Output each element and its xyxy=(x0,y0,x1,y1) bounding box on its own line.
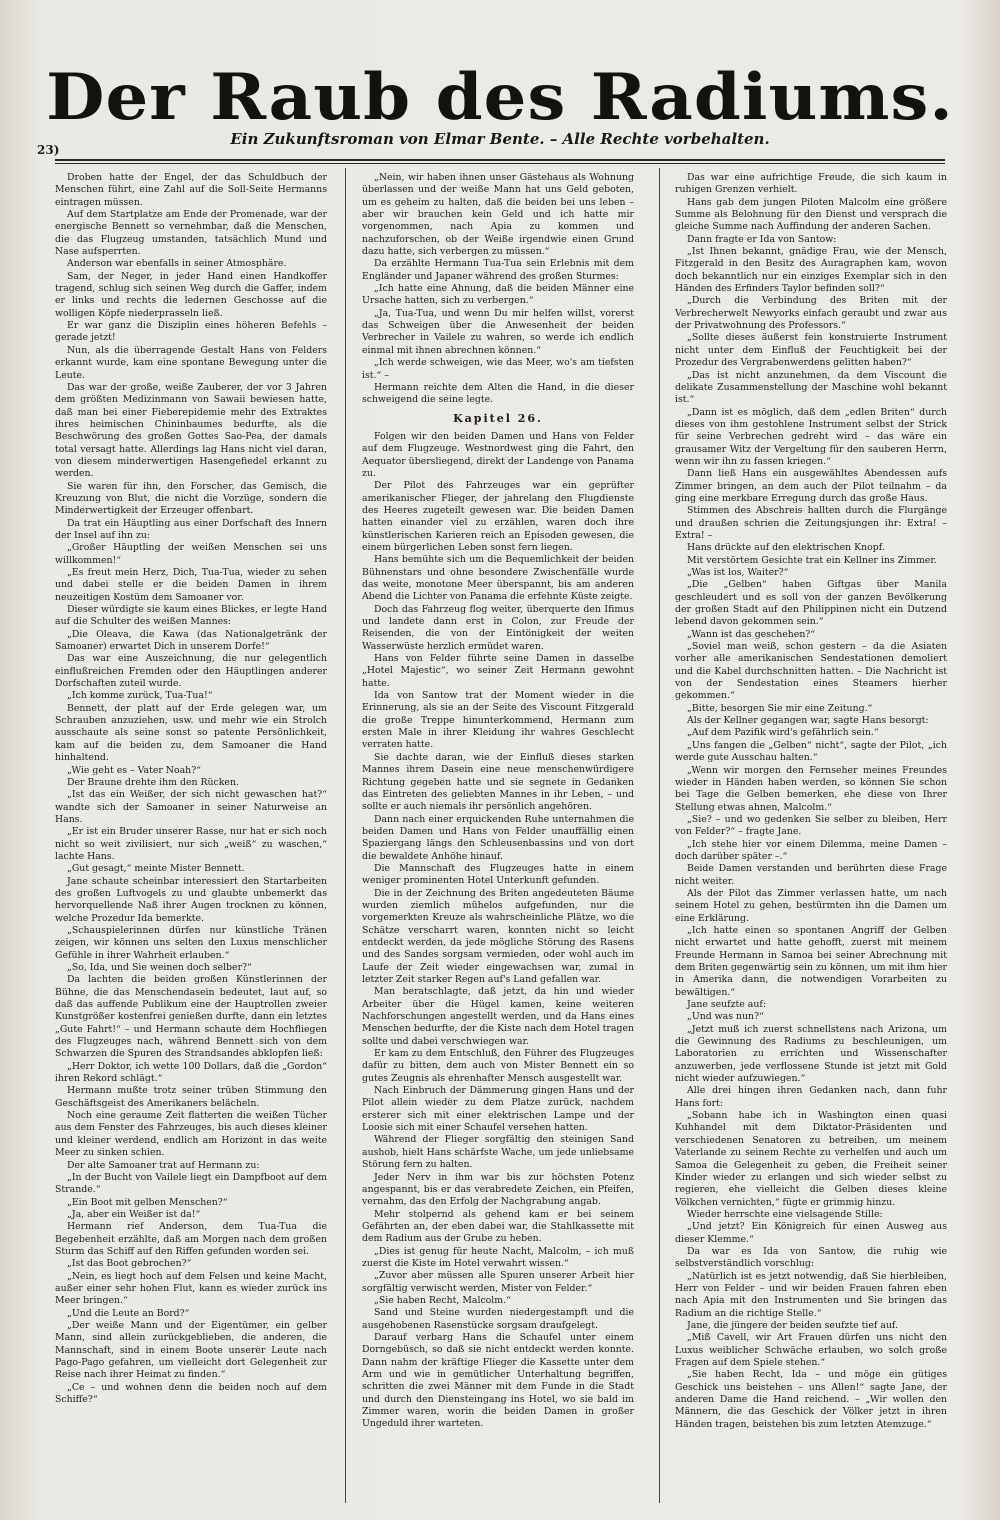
paragraph: Beide Damen verstanden und berührten diese Frage nicht weiter. xyxy=(675,863,947,887)
paragraph: „Und jetzt? Ein Königreich für einen Ausweg aus dieser Klemme.“ xyxy=(675,1221,947,1245)
paragraph: Anderson war ebenfalls in seiner Atmosphäre. xyxy=(67,258,287,270)
paragraph: Als der Kellner gegangen war, sagte Hans besorgt: xyxy=(687,715,929,727)
paragraph: „Ce – und wohnen denn die beiden noch auf dem Schiffe?“ xyxy=(55,1381,327,1406)
paragraph: „Sie haben Recht, Ida – und möge ein gütiges Geschick uns beistehen – uns Allen!“ sagte Jane, der anderen Dame die Hand reichend. – „Wir wollen den Männern, die das Geschick der Völker jetzt in ihren Händen tragen, beistehen bis zum letzten Atemzuge.“ xyxy=(675,1369,947,1430)
paragraph: Als der Pilot das Zimmer verlassen hatte, um nach seinem Hotel zu gehen, bestürmten ihn die Damen um eine Erklärung. xyxy=(675,887,947,924)
paragraph: Während der Flieger sorgfältig den steinigen Sand aushob, hielt Hans schärfste Wache, um jede unliebsame Störung fern zu halten. xyxy=(362,1134,634,1171)
page-title: Der Raub des Radiums. xyxy=(46,60,954,135)
paragraph: „Durch die Verbindung des Briten mit der Verbrecherwelt Newyorks einfach geraubt und zwar aus der Privatwohnung des Professors.“ xyxy=(675,295,947,332)
chapter-heading: Kapitel 26. xyxy=(453,411,543,425)
paragraph: Nun, als die überragende Gestalt Hans von Felders erkannt wurde, kam eine spontane Bewegung unter die Leute. xyxy=(55,344,327,381)
paragraph: „Wenn wir morgen den Fernseher meines Freundes wieder in Händen haben werden, so können Sie schon bei Tage die Gelben bemerken, ehe diese von Ihrer Stellung etwas ahnen, Malcolm.“ xyxy=(675,764,947,813)
paragraph: Da erzählte Hermann Tua-Tua sein Erlebnis mit dem Engländer und Japaner während des großen Sturmes: xyxy=(362,258,634,282)
paragraph: Jane schaute scheinbar interessiert den Startarbeiten des großen Luftvogels zu und glaubte unbemerkt das hervorquellende Naß ihrer Augen trocknen zu können, welche Prozedur Ida bemerkte. xyxy=(55,875,327,924)
paragraph: „Ist Ihnen bekannt, gnädige Frau, wie der Mensch, Fitzgerald in den Besitz des Auragraphen kam, wovon doch bekanntlich nur ein einziges Exemplar sich in den Händen des Erfinders Taylor befinden soll?“ xyxy=(675,246,947,295)
paragraph: „Sobann habe ich in Washington einen quasi Kuhhandel mit dem Diktator-Präsidenten und verschiedenen Senatoren zu betreiben, um meinem Vaterlande zu seinem Rechte zu verhelfen und auch um Samoa die Gelegenheit zu geben, die Freiheit seiner Kinder wieder zu erlangen und sich wieder selbst zu regieren, ehe vielleicht die Gelben dieses kleine Völkchen vernichten,“ fügte er grimmig hinzu. xyxy=(675,1110,947,1208)
paragraph: „Ist das ein Weißer, der sich nicht gewaschen hat?“ wandte sich der Samoaner in seiner Naturweise an Hans. xyxy=(55,789,327,825)
paragraph: Droben hatte der Engel, der das Schuldbuch der Menschen führt, eine Zahl auf die Soll-Seite Hermanns eintragen müssen. xyxy=(55,172,327,208)
paragraph: „So, Ida, und Sie weinen doch selber?“ xyxy=(67,962,252,973)
paragraph: Sam, der Neger, in jeder Hand einen Handkoffer tragend, schlug sich seinen Weg durch die Gaffer, indem er links und rechts die ledernen Geschosse auf die wolligen Köpfe niederprasseln ließ. xyxy=(55,270,327,319)
paragraph: „Ich hatte einen so spontanen Angriff der Gelben nicht erwartet und hatte gehofft, zuerst mit meinem Freunde Hermann in Samoa bei seiner Abrechnung mit dem Briten gegenwärtig sein zu können, um mit ihm hier in Amerika dann, die notwendigen Vorarbeiten zu bewältigen.“ xyxy=(675,924,947,998)
paragraph: Sie dachte daran, wie der Einfluß dieses starken Mannes ihrem Dasein eine neue menschenwürdigere Richtung gegeben hatte und sie segnete in Gedanken das Eintreten des geliebten Mannes in ihr Leben, – und sollte er auch niemals ihr persönlich angehören. xyxy=(362,751,634,813)
column-divider xyxy=(659,168,660,1503)
paragraph: Er kam zu dem Entschluß, den Führer des Flugzeuges dafür zu bitten, dem auch von Mister Bennett ein so gutes Zeugnis als ehrenhafter Mensch ausgestellt war. xyxy=(362,1048,634,1084)
paragraph: „Jetzt muß ich zuerst schnellstens nach Arizona, um die Gewinnung des Radiums zu beschleunigen, um Laboratorien zu errichten und Wissenschafter anzuwerben, jede verflossene Stunde ist jetzt mit Gold nicht wieder aufzuwiegen.“ xyxy=(675,1023,947,1085)
paragraph: Man beratschlagte, daß jetzt, da hin und wieder Arbeiter über die Hügel kamen, keine weiteren Nachforschungen angestellt werden, und da Hans eines Menschen bedurfte, der die Kiste nach dem Hotel tragen sollte und dabei verschwiegen war. xyxy=(362,986,634,1047)
paragraph: Der alte Samoaner trat auf Hermann zu: xyxy=(67,1159,260,1171)
paragraph: Das war der große, weiße Zauberer, der vor 3 Jahren dem größten Medizinmann von Sawaii bewiesen hatte, daß man bei einer Fieberepidemie mehr des Extraktes ihres heimischen Chininbaumes bedurfte, als die Beschwörung des großen Gottes Sao-Pea, der damals total versagt hatte. Allerdings lag Hans nicht viel daran, von diesem minderwertigen Hasengefiedel erkannt zu werden. xyxy=(55,381,327,480)
paragraph: „Es freut mein Herz, Dich, Tua-Tua, wieder zu sehen und dabei stelle er die beiden Damen in ihrem neuzeitigen Kostüm dem Samoaner vor. xyxy=(55,567,327,603)
paragraph: „Wann ist das geschehen?“ xyxy=(687,628,816,640)
paragraph: Hans von Felder führte seine Damen in dasselbe „Hotel Majestic“, wo seiner Zeit Hermann gewohnt hatte. xyxy=(362,653,634,689)
paragraph: Er war ganz die Disziplin eines höheren Befehls – gerade jetzt! xyxy=(55,320,327,344)
paragraph: Hans drückte auf den elektrischen Knopf. xyxy=(687,542,885,554)
column-1 xyxy=(55,172,327,1497)
column-3 xyxy=(675,172,947,1497)
paragraph: „Ist das Boot gebrochen?“ xyxy=(67,1258,192,1270)
paragraph: Hermann mußte trotz seiner trüben Stimmung den Geschäftsgeist des Amerikaners belächeln. xyxy=(55,1085,327,1109)
paragraph: Sand und Steine wurden niedergestampft und die ausgehobenen Rasenstücke sorgsam draufgelegt. xyxy=(362,1307,634,1331)
paragraph: Hans bemühte sich um die Bequemlichkeit der beiden Bühnenstars und ohne besondere Zwischenfälle wurde das weite, monotone Meer überspannt, bis am anderen Abend die Lichter von Panama die erfehnte Küste zeigte. xyxy=(362,554,634,603)
column-divider xyxy=(345,168,346,1503)
paragraph: „Soviel man weiß, schon gestern – da die Asiaten vorher alle amerikanischen Sendestationen demoliert und die Kabel durchschnitten hatten. – Die Nachricht ist von der Sendestation eines Steamers hierher gekommen.“ xyxy=(675,641,947,702)
paragraph: „Ein Boot mit gelben Menschen?“ xyxy=(67,1196,228,1208)
paragraph: „Uns fangen die „Gelben“ nicht“, sagte der Pilot, „ich werde gute Ausschau halten.“ xyxy=(675,739,947,764)
paragraph: Auf dem Startplatze am Ende der Promenade, war der energische Bennett so vernehmbar, daß die Menschen, die das Flugzeug umstanden, tatsächlich Mund und Nase aufsperrten. xyxy=(55,209,327,258)
paragraph: „Herr Doktor, ich wette 100 Dollars, daß die „Gordon“ ihren Rekord schlägt.“ xyxy=(55,1060,327,1085)
paragraph: „Miß Cavell, wir Art Frauen dürfen uns nicht den Luxus weiblicher Schwäche erlauben, wo solch große Fragen auf dem Spiele stehen.“ xyxy=(675,1332,947,1368)
paragraph: „Ich stehe hier vor einem Dilemma, meine Damen – doch darüber später –.“ xyxy=(675,838,947,862)
paragraph: „Wie geht es – Vater Noah?“ xyxy=(67,764,201,776)
paragraph: „Nein, es liegt hoch auf dem Felsen und keine Macht, außer einer sehr hohen Flut, kann es wieder zurück ins Meer bringen.“ xyxy=(55,1270,327,1307)
paragraph: „Und die Leute an Bord?“ xyxy=(67,1307,190,1319)
paragraph: Wieder herrschte eine vielsagende Stille: xyxy=(687,1208,883,1220)
installment-number: 23) xyxy=(37,143,60,157)
paragraph: „Und was nun?“ xyxy=(687,1011,764,1023)
paragraph: Mit verstörtem Gesichte trat ein Kellner ins Zimmer. xyxy=(687,554,937,566)
paragraph: „Großer Häuptling der weißen Menschen sei uns willkommen!“ xyxy=(55,542,327,566)
paragraph: „Er ist ein Bruder unserer Rasse, nur hat er sich noch nicht so weit zivilisiert, nur sich „weiß“ zu waschen,“ lachte Hans. xyxy=(55,826,327,862)
paragraph: „Ich komme zurück, Tua-Tua!“ xyxy=(67,690,213,702)
paragraph: Dieser würdigte sie kaum eines Blickes, er legte Hand auf die Schulter des weißen Mannes: xyxy=(55,604,327,628)
paragraph: Darauf verbarg Hans die Schaufel unter einem Dorngebüsch, so daß sie nicht entdeckt werden konnte. Dann nahm der kräftige Flieger die Kassette unter dem Arm und wie in gemütlicher Unterhaltung begriffen, schritten die zwei Männer mit dem Funde in die Stadt und durch den Diensteingang ins Hotel, wo sie bald im Zimmer waren, worin die beiden Damen in großer Ungeduld ihrer warteten. xyxy=(362,1331,634,1430)
paragraph: „Sie haben Recht, Malcolm.“ xyxy=(374,1294,511,1306)
paragraph: Da lachten die beiden großen Künstlerinnen der Bühne, die das Menschendasein bedeutet, laut auf, so daß das auffende Publikum eine der Hauptrollen zweier Kunstgrößer kostenfrei genießen durfte, dann ein letztes „Gute Fahrt!“ – und Hermann schaute dem Hochfliegen des Flugzeuges nach, während Bennett sich von dem Schwarzen die Spuren des Strandsandes abklopfen ließ: xyxy=(55,974,327,1060)
paragraph: „Die „Gelben“ haben Giftgas über Manila geschleudert und es soll von der ganzen Bevölkerung der großen Stadt auf den Philippinen nicht ein Dutzend lebend davon gekommen sein.“ xyxy=(675,579,947,628)
paragraph: „Gut gesagt,“ meinte Mister Bennett. xyxy=(67,863,245,875)
paragraph: „Die Oleava, die Kawa (das Nationalgetränk der Samoaner) erwartet Dich in unserem Dorfe!“ xyxy=(55,628,327,653)
paragraph: „Ich hatte eine Ahnung, daß die beiden Männer eine Ursache hatten, sich zu verbergen.“ xyxy=(362,283,634,307)
paragraph: Jane, die jüngere der beiden seufzte tief auf. xyxy=(687,1319,898,1331)
paragraph: Da war es Ida von Santow, die ruhig wie selbstverständlich vorschlug: xyxy=(675,1245,947,1270)
paragraph: Doch das Fahrzeug flog weiter, überquerte den Ifimus und landete dann erst in Colon, zur Freude der Reisenden, die von der Eintönigkeit der weiten Wasserwüste herzlich ermüdet waren. xyxy=(362,603,634,652)
paragraph: „Der weiße Mann und der Eigentümer, ein gelber Mann, sind allein zurückgeblieben, die anderen, die Mannschaft, sind in einem Boote unserer Leute nach Pago-Pago gefahren, um vielleicht dort Gelegenheit zur Reise nach ihrer Heimat zu finden.“ xyxy=(55,1319,327,1381)
paragraph: „Zuvor aber müssen alle Spuren unserer Arbeit hier sorgfältig verwischt werden, Mister von Felder.“ xyxy=(362,1270,634,1294)
paragraph: „Nein, wir haben ihnen unser Gästehaus als Wohnung überlassen und der weiße Mann hat uns Geld geboten, um es geheim zu halten, daß die beiden bei uns leben – aber wir brauchen kein Geld und ich hatte mir vorgenommen, nach Apia zu kommen und nachzuforschen, ob der Weiße irgendwie einen Grund dazu hatte, sich verbergen zu müssen.“ xyxy=(362,172,634,258)
paragraph: Dann nach einer erquickenden Ruhe unternahmen die beiden Damen und Hans von Felder unauffällig einen Spaziergang längs den Schleusenbassins und von dort die bewaldete Anhöhe hinauf. xyxy=(362,813,634,862)
paragraph: „Das ist nicht anzunehmen, da dem Viscount die delikate Zusammenstellung der Maschine wohl bekannt ist.“ xyxy=(675,369,947,406)
paragraph: Die Mannschaft des Flugzeuges hatte in einem weniger prominenten Hotel Unterkunft gefunden. xyxy=(362,862,634,887)
paragraph: Das war eine Auszeichnung, die nur gelegentlich einflußreichen Fremden oder den Häuptlingen anderer Dorfschaften zuteil wurde. xyxy=(55,653,327,690)
paragraph: Stimmen des Abschreis hallten durch die Flurgänge und draußen schrien die Zeitungsjungen ihr: Extra! – Extra! – xyxy=(675,505,947,541)
paragraph: „Auf dem Pazifik wird's gefährlich sein.“ xyxy=(687,727,879,739)
paragraph: Der Pilot des Fahrzeuges war ein geprüfter amerikanischer Flieger, der jahrelang den Flugdienste des Heeres zugeteilt gewesen war. Die beiden Damen hatten einander viel zu erzählen, waren doch ihre künstlerischen Karieren reich an Episoden gewesen, die einem bürgerlichen Leben sonst fern liegen. xyxy=(362,480,634,553)
paragraph: „Sollte dieses äußerst fein konstruierte Instrument nicht unter dem Einfluß der Feuchtigkeit bei der Prozedur des Vergrabenwerdens gelitten haben?“ xyxy=(675,332,947,369)
paragraph: „Ich werde schweigen, wie das Meer, wo's am tiefsten ist.“ – xyxy=(362,357,634,381)
paragraph: Das war eine aufrichtige Freude, die sich kaum in ruhigen Grenzen verhielt. xyxy=(675,172,947,196)
paragraph: „Ja, aber ein Weißer ist da!“ xyxy=(67,1208,201,1220)
paragraph: Hermann reichte dem Alten die Hand, in die dieser schweigend die seine legte. xyxy=(362,381,634,406)
paragraph: Alle drei hingen ihren Gedanken nach, dann fuhr Hans fort: xyxy=(675,1085,947,1109)
paragraph: Jane seufzte auf: xyxy=(687,999,767,1011)
paragraph: „Dann ist es möglich, daß dem „edlen Briten“ durch dieses von ihm gestohlene Instrument selbst der Strick für seine Verbrechen gedreht wird – das wäre ein grausamer Witz der Vergeltung für den sauberen Herrn, wenn wir ihn zu fassen kriegen.“ xyxy=(675,406,947,467)
paragraph: Hermann rief Anderson, dem Tua-Tua die Begebenheit erzählte, daß am Morgen nach dem großen Sturm das Schiff auf den Riffen gefunden worden sei. xyxy=(55,1221,327,1257)
paragraph: „Schauspielerinnen dürfen nur künstliche Tränen zeigen, wir können uns selten den Luxus menschlicher Gefühle in ihrer Wahrheit erlauben.“ xyxy=(55,924,327,961)
paragraph: Nach Einbruch der Dämmerung gingen Hans und der Pilot allein wieder zu dem Platze zurück, nachdem ersterer sich mit einer elektrischen Lampe und der Loosie sich mit einer Schaufel versehen hatten. xyxy=(362,1085,634,1134)
paragraph: Mehr stolpernd als gehend kam er bei seinem Gefährten an, der eben dabei war, die Stahlkassette mit dem Radium aus der Grube zu heben. xyxy=(362,1208,634,1245)
paragraph: Ida von Santow trat der Moment wieder in die Erinnerung, als sie an der Seite des Viscount Fitzgerald die große Treppe hinunterkommend, Hermann zum ersten Male in ihrer Kleidung ihr wahres Geschlecht verraten hatte. xyxy=(362,690,634,751)
paragraph: Noch eine geraume Zeit flatterten die weißen Tücher aus dem Fenster des Fahrzeuges, bis auch dieses kleiner und kleiner werdend, endlich am Horizont in das weite Meer zu sinken schien. xyxy=(55,1110,327,1159)
paragraph: „Sie? – und wo gedenken Sie selber zu bleiben, Herr von Felder?“ – fragte Jane. xyxy=(675,813,947,838)
paragraph: Da trat ein Häuptling aus einer Dorfschaft des Innern der Insel auf ihn zu: xyxy=(55,517,327,541)
paragraph: Folgen wir den beiden Damen und Hans von Felder auf dem Flugzeuge. Westnordwest ging die Fahrt, den Aequator übersliegend, direkt der Landenge von Panama zu. xyxy=(362,430,634,479)
paragraph: „Was ist los, Waiter?“ xyxy=(687,567,789,578)
paragraph: Bennett, der platt auf der Erde gelegen war, um Schrauben anzuziehen, usw. und mehr wie ein Strolch ausschaute als seine sonst so patente Persönlichkeit, kam auf die beiden zu, dem Samoaner die Hand hinhaltend. xyxy=(55,702,327,764)
paragraph: „Bitte, besorgen Sie mir eine Zeitung.“ xyxy=(687,702,873,714)
paragraph: Dann fragte er Ida von Santow: xyxy=(687,233,837,245)
paragraph: „In der Bucht von Vailele liegt ein Dampfboot auf dem Strande.“ xyxy=(55,1171,327,1196)
paragraph: Dann ließ Hans ein ausgewähltes Abendessen aufs Zimmer bringen, an dem auch der Pilot teilnahm – da ging eine merkbare Erregung durch das große Haus. xyxy=(675,468,947,504)
subtitle: Ein Zukunftsroman von Elmar Bente. – Alle Rechte vorbehalten. xyxy=(230,130,770,148)
paragraph: Hans gab dem jungen Piloten Malcolm eine größere Summe als Belohnung für den Dienst und versprach die gleiche Summe nach Auffindung der anderen Sachen. xyxy=(675,196,947,233)
header-rule xyxy=(55,159,945,161)
paragraph: Der Braune drehte ihm den Rücken. xyxy=(67,776,239,788)
paragraph: „Natürlich ist es jetzt notwendig, daß Sie hierbleiben, Herr von Felder – und wir beiden Frauen fahren eben nach Apia mit den Instrumenten und Sie bringen das Radium an die richtige Stelle.“ xyxy=(675,1270,947,1319)
paragraph: Die in der Zeichnung des Briten angedeuteten Bäume wurden ziemlich mühelos aufgefunden, nur die vorgemerkten Kreuze als wahrscheinliche Plätze, wo die Schätze verscharrt waren, konnten nicht so leicht entdeckt werden, da jede mögliche Störung des Rasens und des Sandes sorgsam vermieden, oder wohl auch im Laufe der Zeit wieder eingewachsen war, zumal in letzter Zeit starker Regen auf's Land gefallen war. xyxy=(362,887,634,985)
column-2 xyxy=(362,172,634,1497)
header-rule-thin xyxy=(55,163,945,164)
paragraph: „Ja, Tua-Tua, und wenn Du mir helfen willst, vorerst das Schweigen über die Anwesenheit der beiden Verbrecher in Vailele zu wahren, so werde ich endlich einmal mit ihnen abrechnen können.“ xyxy=(362,307,634,356)
paragraph: Sie waren für ihn, den Forscher, das Gemisch, die Kreuzung von Blut, die nicht die Vorzüge, sondern die Minderwertigkeit der Erzeuger offenbart. xyxy=(55,480,327,517)
paragraph: Jeder Nerv in ihm war bis zur höchsten Potenz angespannt, bis er das verabredete Zeichen, ein Pfeifen, vernahm, das den Erfolg der Nachgrabung angab. xyxy=(362,1171,634,1208)
paragraph: „Dies ist genug für heute Nacht, Malcolm, – ich muß zuerst die Kiste im Hotel verwahrt wissen.“ xyxy=(362,1245,634,1269)
